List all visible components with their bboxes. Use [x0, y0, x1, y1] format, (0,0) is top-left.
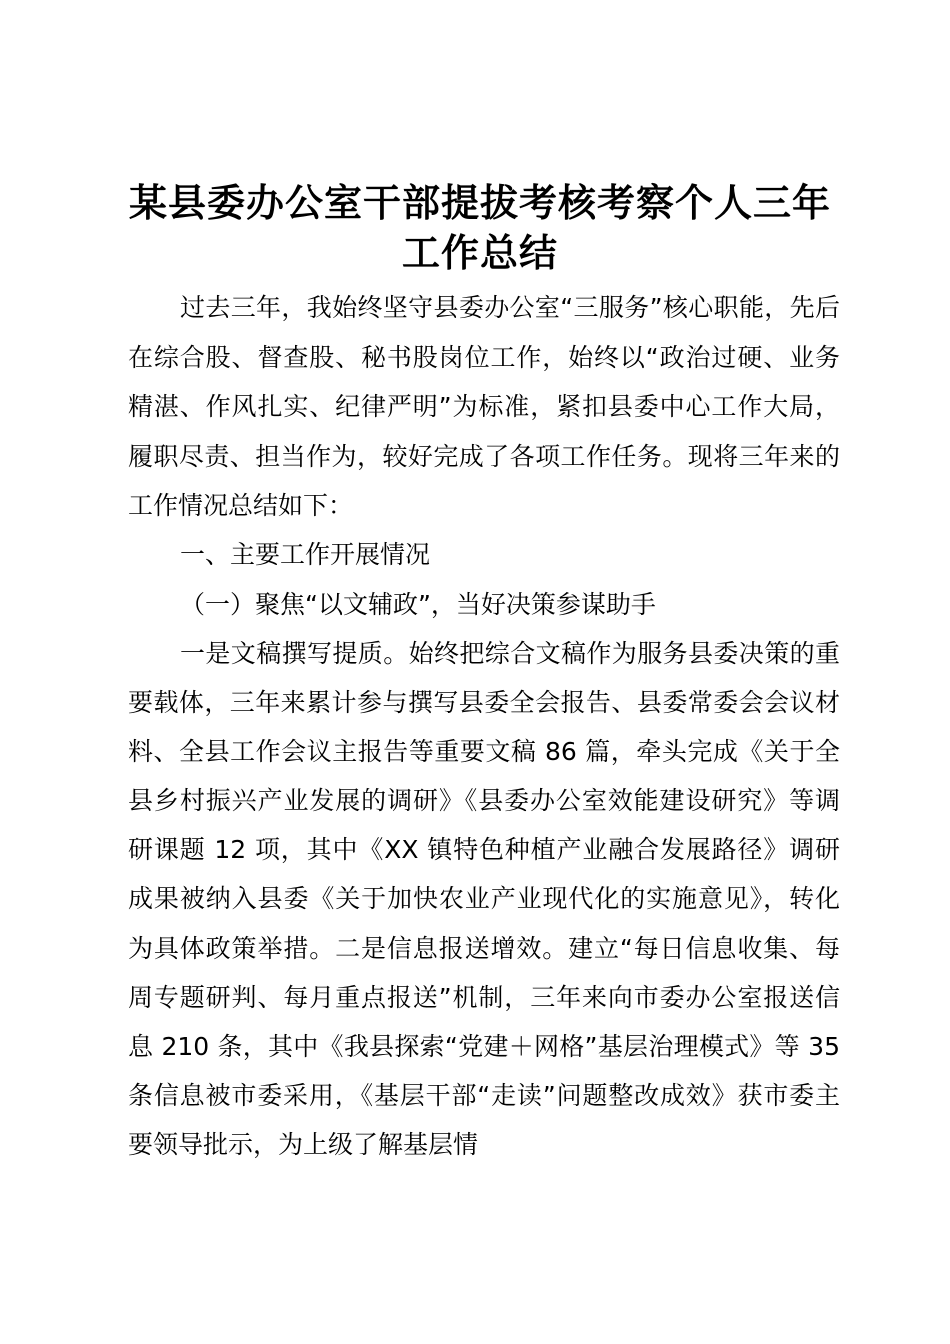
section-heading: 一、主要工作开展情况 [180, 540, 431, 569]
document-title: 某县委办公室干部提拔考核考察个人三年工作总结 [128, 181, 831, 275]
body-paragraph: 一是文稿撰写提质。始终把综合文稿作为服务县委决策的重要载体，三年来累计参与撰写县委全会报告、县委常委会会议材料、全县工作会议主报告等重要文稿 86 篇，牵头完成《关于全县乡村振兴产业发展的调研》《县委办公室效能建设研究》等调研课题 12 项，其中《XX 镇特色种植产业融合发展路径》调研成果被纳入县委《关于加快农业产业现代化的实施意见》，转化为具体政策举措。二是信息报送增效。建立“每日信息收集、每周专题研判、每月重点报送”机制，三年来向市委办公室报送信息 210 条，其中《我县探索“党建＋网格”基层治理模式》等 35 条信息被市委采用，《基层干部“走读”问题整改成效》获市委主要领导批示，为上级了解基层情 [128, 639, 840, 1159]
intro-paragraph: 过去三年，我始终坚守县委办公室“三服务”核心职能，先后在综合股、督查股、秘书股岗位工作，始终以“政治过硬、业务精湛、作风扎实、纪律严明”为标准，紧扣县委中心工作大局，履职尽责、担当作为，较好完成了各项工作任务。现将三年来的工作情况总结如下： [128, 293, 840, 520]
subsection-heading: （一）聚焦“以文辅政”，当好决策参谋助手 [180, 590, 656, 619]
